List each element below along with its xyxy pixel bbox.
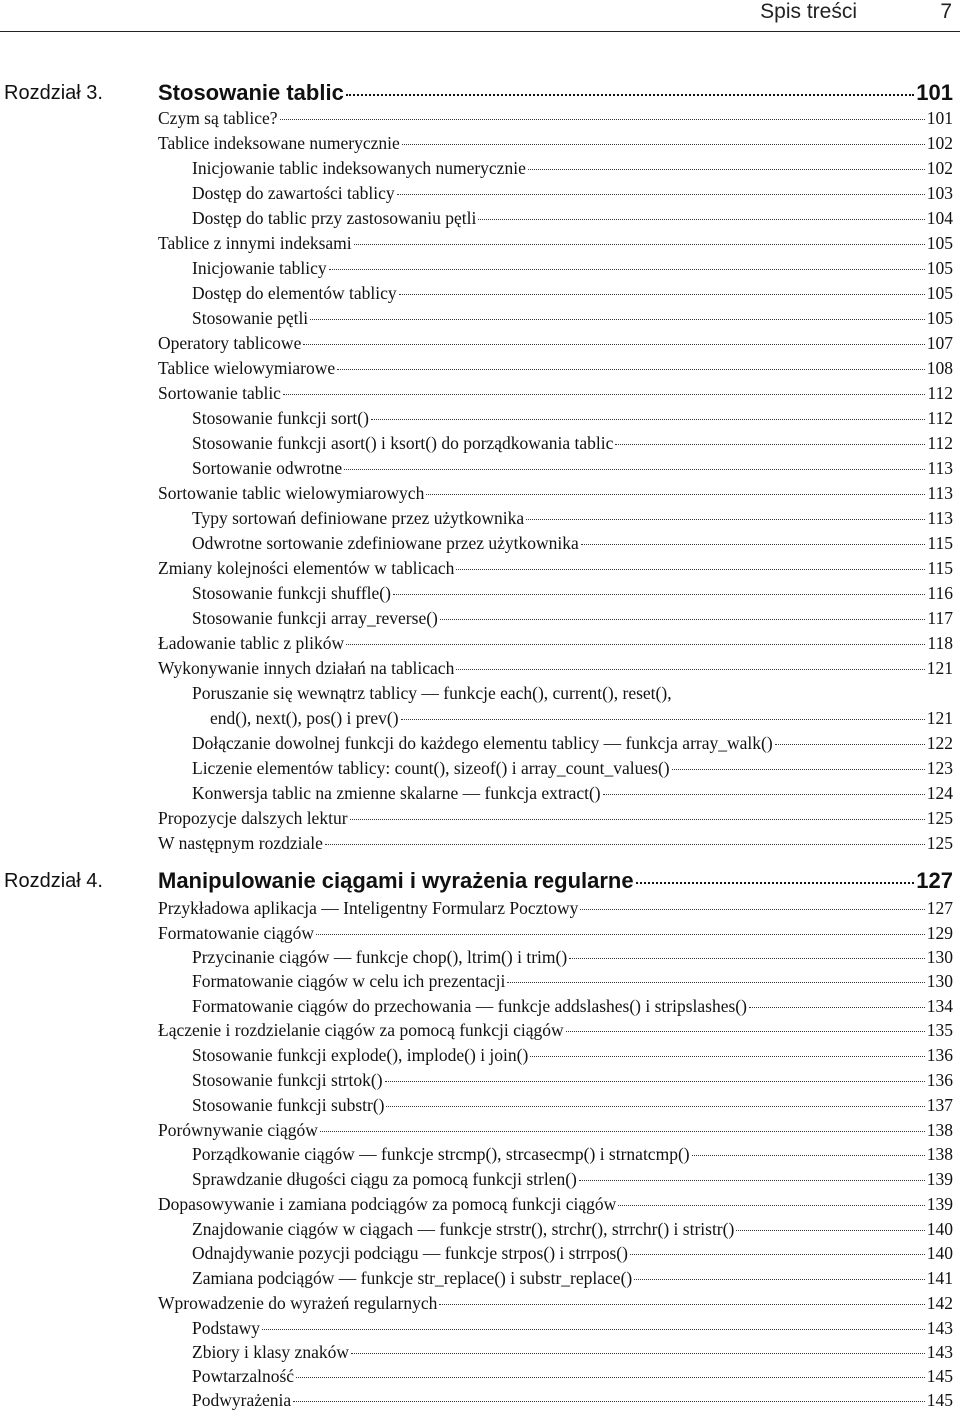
chapter-title: Manipulowanie ciągami i wyrażenia regularne <box>158 868 634 893</box>
toc-entry-text: Dopasowywanie i zamiana podciągów za pomocą funkcji ciągów <box>158 1194 617 1214</box>
toc-entry-page: 123 <box>926 758 953 778</box>
leader-dots <box>346 94 914 96</box>
leader-dots <box>581 544 926 545</box>
toc-entry-text: Stosowanie funkcji sort() <box>192 408 369 428</box>
toc-entry-text: Wykonywanie innych działań na tablicach <box>158 658 455 678</box>
toc-entry-text: Odwrotne sortowanie zdefiniowane przez użytkownika <box>192 533 579 553</box>
leader-dots <box>478 219 924 220</box>
toc-entry[interactable] <box>158 1291 953 1316</box>
toc-entry[interactable] <box>158 656 953 681</box>
leader-dots <box>439 1304 924 1305</box>
toc-entry-text: Zamiana podciągów — funkcje str_replace() i substr_replace() <box>192 1268 633 1288</box>
toc-entry[interactable] <box>158 896 953 921</box>
toc-entry-page: 104 <box>926 208 953 228</box>
toc-entry-page: 103 <box>926 183 953 203</box>
toc-subentry[interactable] <box>192 431 953 456</box>
toc-subentry[interactable] <box>192 781 953 806</box>
toc-subentry[interactable] <box>192 1340 953 1365</box>
toc-entry-text: Łączenie i rozdzielanie ciągów za pomocą funkcji ciągów <box>158 1020 564 1040</box>
leader-dots <box>397 194 925 195</box>
toc-subentry[interactable] <box>192 1142 953 1167</box>
toc-entry-page: 143 <box>926 1318 953 1338</box>
toc-subentry[interactable] <box>192 531 953 556</box>
toc-entry-text: Stosowanie funkcji strtok() <box>192 1070 383 1090</box>
leader-dots <box>426 494 925 495</box>
leader-dots <box>401 719 925 720</box>
toc-entry-text: end(), next(), pos() i prev() <box>210 708 399 728</box>
running-header-title: Spis treści <box>760 0 857 23</box>
toc-entry-page: 113 <box>927 508 953 528</box>
toc-entry[interactable] <box>158 331 953 356</box>
toc-subentry[interactable] <box>192 731 953 756</box>
toc-subentry[interactable] <box>192 181 953 206</box>
toc-entry[interactable] <box>158 1018 953 1043</box>
leader-dots <box>346 644 925 645</box>
toc-entry-text: Propozycje dalszych lektur <box>158 808 348 828</box>
toc-entry-page: 140 <box>926 1243 953 1263</box>
toc-subentry[interactable] <box>192 306 953 331</box>
leader-dots <box>440 619 926 620</box>
toc-entry[interactable] <box>158 631 953 656</box>
toc-entry-text: Podstawy <box>192 1318 261 1338</box>
toc-entry-text: Inicjowanie tablic indeksowanych numerycznie <box>192 158 526 178</box>
toc-entry-page: 130 <box>926 971 953 991</box>
toc-subentry[interactable] <box>192 281 953 306</box>
chapter-label: Rozdział 3. <box>4 82 103 104</box>
toc-entry-page: 113 <box>927 458 953 478</box>
leader-dots <box>262 1329 925 1330</box>
chapter-title: Stosowanie tablic <box>158 80 344 105</box>
leader-dots <box>636 882 915 884</box>
toc-entry-page: 107 <box>926 333 953 353</box>
toc-entry-page: 127 <box>926 898 953 918</box>
toc-entry-page: 125 <box>926 833 953 853</box>
leader-dots <box>692 1155 925 1156</box>
leader-dots <box>371 419 925 420</box>
leader-dots <box>775 744 925 745</box>
toc-entry-text: Czym są tablice? <box>158 108 278 128</box>
leader-dots <box>603 794 925 795</box>
leader-dots <box>580 909 924 910</box>
toc-entry-page: 116 <box>927 583 953 603</box>
leader-dots <box>320 1131 925 1132</box>
toc-entry-text: W następnym rozdziale <box>158 833 323 853</box>
toc-subentry[interactable] <box>192 945 953 970</box>
leader-dots <box>528 169 925 170</box>
toc-subentry[interactable] <box>192 1388 953 1413</box>
toc-entry-text: Stosowanie funkcji substr() <box>192 1095 385 1115</box>
toc-subentry[interactable] <box>192 1043 953 1068</box>
toc-entry-text: Dostęp do zawartości tablicy <box>192 183 395 203</box>
toc-entry-page: 115 <box>927 558 953 578</box>
toc-entry-text: Przykładowa aplikacja — Inteligentny Formularz Pocztowy <box>158 898 579 918</box>
leader-dots <box>303 344 924 345</box>
toc-subentry[interactable] <box>192 1093 953 1118</box>
leader-dots <box>618 1205 925 1206</box>
toc-entry[interactable] <box>158 1118 953 1143</box>
toc-entry[interactable] <box>158 806 953 831</box>
toc-entry-page: 122 <box>926 733 953 753</box>
toc-entry-text: Dostęp do tablic przy zastosowaniu pętli <box>192 208 477 228</box>
leader-dots <box>634 1279 925 1280</box>
toc-entry-text: Dołączanie dowolnej funkcji do każdego elementu tablicy — funkcja array_walk() <box>192 733 773 753</box>
toc-entry-text: Formatowanie ciągów w celu ich prezentacji <box>192 971 506 991</box>
toc-subentry-continuation[interactable] <box>210 706 953 731</box>
toc-entry-page: 136 <box>926 1045 953 1065</box>
leader-dots <box>385 1081 925 1082</box>
toc-entry-page: 102 <box>926 158 953 178</box>
leader-dots <box>615 444 925 445</box>
toc-subentry[interactable] <box>192 1316 953 1341</box>
leader-dots <box>293 1401 925 1402</box>
toc-entry[interactable] <box>158 106 953 131</box>
toc-subentry[interactable] <box>192 969 953 994</box>
leader-dots <box>329 269 925 270</box>
toc-entry-text: Ładowanie tablic z plików <box>158 633 345 653</box>
toc-subentry-line1[interactable]: Poruszanie się wewnątrz tablicy — funkcje each(), current(), reset(), <box>192 683 672 703</box>
toc-entry-page: 138 <box>926 1120 953 1140</box>
leader-dots <box>350 819 925 820</box>
chapter-heading[interactable] <box>158 868 953 893</box>
toc-entry-page: 112 <box>927 408 953 428</box>
chapter-page: 101 <box>916 80 953 105</box>
toc-entry-page: 113 <box>927 483 953 503</box>
toc-subentry[interactable] <box>192 1266 953 1291</box>
toc-subentry[interactable] <box>192 1364 953 1389</box>
leader-dots <box>456 669 924 670</box>
toc-subentry[interactable] <box>192 156 953 181</box>
toc-entry-page: 139 <box>926 1194 953 1214</box>
toc-subentry[interactable] <box>192 506 953 531</box>
toc-entry-text: Wprowadzenie do wyrażeń regularnych <box>158 1293 438 1313</box>
leader-dots <box>386 1106 924 1107</box>
toc-entry-text: Tablice indeksowane numerycznie <box>158 133 400 153</box>
toc-entry-page: 142 <box>926 1293 953 1313</box>
toc-entry-text: Typy sortowań definiowane przez użytkownika <box>192 508 525 528</box>
leader-dots <box>280 119 925 120</box>
leader-dots <box>566 1031 925 1032</box>
toc-entry-text: Sprawdzanie długości ciągu za pomocą funkcji strlen() <box>192 1169 577 1189</box>
toc-entry[interactable] <box>158 231 953 256</box>
toc-entry[interactable] <box>158 381 953 406</box>
leader-dots <box>316 934 925 935</box>
toc-entry-page: 101 <box>926 108 953 128</box>
toc-entry-page: 102 <box>926 133 953 153</box>
toc-entry-page: 141 <box>926 1268 953 1288</box>
chapter-page: 127 <box>916 868 953 893</box>
toc-entry-text: Odnajdywanie pozycji podciągu — funkcje strpos() i strrpos() <box>192 1243 628 1263</box>
toc-entry-page: 143 <box>926 1342 953 1362</box>
toc-entry-text: Zbiory i klasy znaków <box>192 1342 349 1362</box>
toc-entry-text: Stosowanie funkcji shuffle() <box>192 583 391 603</box>
leader-dots <box>354 244 925 245</box>
toc-entry-text: Podwyrażenia <box>192 1390 292 1410</box>
leader-dots <box>399 294 925 295</box>
toc-entry-page: 135 <box>926 1020 953 1040</box>
toc-entry-page: 140 <box>926 1219 953 1239</box>
toc-entry-text: Stosowanie funkcji array_reverse() <box>192 608 438 628</box>
toc-entry-page: 125 <box>926 808 953 828</box>
toc-entry-page: 130 <box>926 947 953 967</box>
leader-dots <box>351 1353 925 1354</box>
toc-subentry[interactable] <box>192 581 953 606</box>
header-rule <box>0 31 960 32</box>
toc-entry-text: Sortowanie tablic wielowymiarowych <box>158 483 425 503</box>
toc-entry-text: Stosowanie funkcji explode(), implode() i join() <box>192 1045 529 1065</box>
toc-entry-page: 136 <box>926 1070 953 1090</box>
toc-entry-text: Tablice wielowymiarowe <box>158 358 336 378</box>
toc-subentry[interactable] <box>192 606 953 631</box>
leader-dots <box>283 394 925 395</box>
toc-subentry[interactable] <box>192 756 953 781</box>
leader-dots <box>344 469 925 470</box>
leader-dots <box>630 1254 925 1255</box>
toc-entry[interactable] <box>158 131 953 156</box>
toc-entry-text: Przycinanie ciągów — funkcje chop(), ltrim() i trim() <box>192 947 568 967</box>
toc-entry-page: 112 <box>927 433 953 453</box>
leader-dots <box>325 844 925 845</box>
toc-entry-text: Inicjowanie tablicy <box>192 258 327 278</box>
leader-dots <box>456 569 925 570</box>
chapter-label: Rozdział 4. <box>4 870 103 892</box>
toc-entry-text: Sortowanie tablic <box>158 383 281 403</box>
leader-dots <box>569 958 925 959</box>
leader-dots <box>672 769 925 770</box>
toc-entry-page: 124 <box>926 783 953 803</box>
toc-entry-page: 105 <box>926 258 953 278</box>
toc-entry-text: Sortowanie odwrotne <box>192 458 343 478</box>
toc-subentry[interactable] <box>192 1068 953 1093</box>
leader-dots <box>736 1230 924 1231</box>
toc-entry-page: 108 <box>926 358 953 378</box>
toc-entry-page: 145 <box>926 1390 953 1410</box>
chapter-heading[interactable] <box>158 80 953 105</box>
toc-entry[interactable] <box>158 831 953 856</box>
toc-entry[interactable] <box>158 481 953 506</box>
running-header <box>0 0 960 30</box>
leader-dots <box>579 1180 925 1181</box>
toc-entry-text: Liczenie elementów tablicy: count(), sizeof() i array_count_values() <box>192 758 670 778</box>
toc-entry-text: Formatowanie ciągów <box>158 923 314 943</box>
leader-dots <box>310 319 925 320</box>
toc-entry-page: 112 <box>927 383 953 403</box>
toc-entry-page: 115 <box>927 533 953 553</box>
leader-dots <box>393 594 925 595</box>
toc-entry-page: 105 <box>926 283 953 303</box>
toc-entry-page: 138 <box>926 1144 953 1164</box>
toc-entry[interactable] <box>158 556 953 581</box>
toc-entry-text: Tablice z innymi indeksami <box>158 233 352 253</box>
toc-entry-page: 118 <box>927 633 953 653</box>
toc-entry-text: Porównywanie ciągów <box>158 1120 318 1140</box>
toc-subentry[interactable] <box>192 206 953 231</box>
toc-entry-text: Porządkowanie ciągów — funkcje strcmp(), strcasecmp() i strnatcmp() <box>192 1144 690 1164</box>
toc-subentry[interactable] <box>192 256 953 281</box>
toc-entry-page: 121 <box>926 658 953 678</box>
toc-subentry[interactable] <box>192 1241 953 1266</box>
toc-entry-text: Stosowanie pętli <box>192 308 309 328</box>
toc-subentry[interactable] <box>192 456 953 481</box>
toc-entry-page: 139 <box>926 1169 953 1189</box>
toc-subentry[interactable] <box>192 1217 953 1242</box>
toc-entry-text: Formatowanie ciągów do przechowania — funkcje addslashes() i stripslashes() <box>192 996 747 1016</box>
toc-entry-text: Zmiany kolejności elementów w tablicach <box>158 558 455 578</box>
toc-entry-text: Powtarzalność <box>192 1366 295 1386</box>
toc-subentry[interactable] <box>192 994 953 1019</box>
leader-dots <box>507 982 924 983</box>
toc-entry-text: Dostęp do elementów tablicy <box>192 283 397 303</box>
toc-entry-page: 121 <box>926 708 953 728</box>
toc-entry-page: 137 <box>926 1095 953 1115</box>
toc-entry[interactable] <box>158 356 953 381</box>
toc-entry-page: 105 <box>926 233 953 253</box>
toc-entry-page: 145 <box>926 1366 953 1386</box>
toc-subentry[interactable] <box>192 1167 953 1192</box>
toc-entry[interactable] <box>158 921 953 946</box>
leader-dots <box>402 144 925 145</box>
toc-entry-page: 117 <box>927 608 953 628</box>
page-number: 7 <box>940 0 952 23</box>
toc-entry-text: Stosowanie funkcji asort() i ksort() do porządkowania tablic <box>192 433 614 453</box>
toc-entry-text: Operatory tablicowe <box>158 333 302 353</box>
toc-entry-page: 129 <box>926 923 953 943</box>
toc-entry-text: Konwersja tablic na zmienne skalarne — funkcja extract() <box>192 783 601 803</box>
toc-entry-page: 134 <box>926 996 953 1016</box>
leader-dots <box>530 1056 924 1057</box>
toc-subentry[interactable] <box>192 406 953 431</box>
leader-dots <box>337 369 925 370</box>
leader-dots <box>526 519 925 520</box>
toc-entry-page: 105 <box>926 308 953 328</box>
toc-entry[interactable] <box>158 1192 953 1217</box>
leader-dots <box>749 1007 925 1008</box>
leader-dots <box>296 1377 925 1378</box>
toc-entry-text: Znajdowanie ciągów w ciągach — funkcje strstr(), strchr(), strrchr() i stristr() <box>192 1219 735 1239</box>
